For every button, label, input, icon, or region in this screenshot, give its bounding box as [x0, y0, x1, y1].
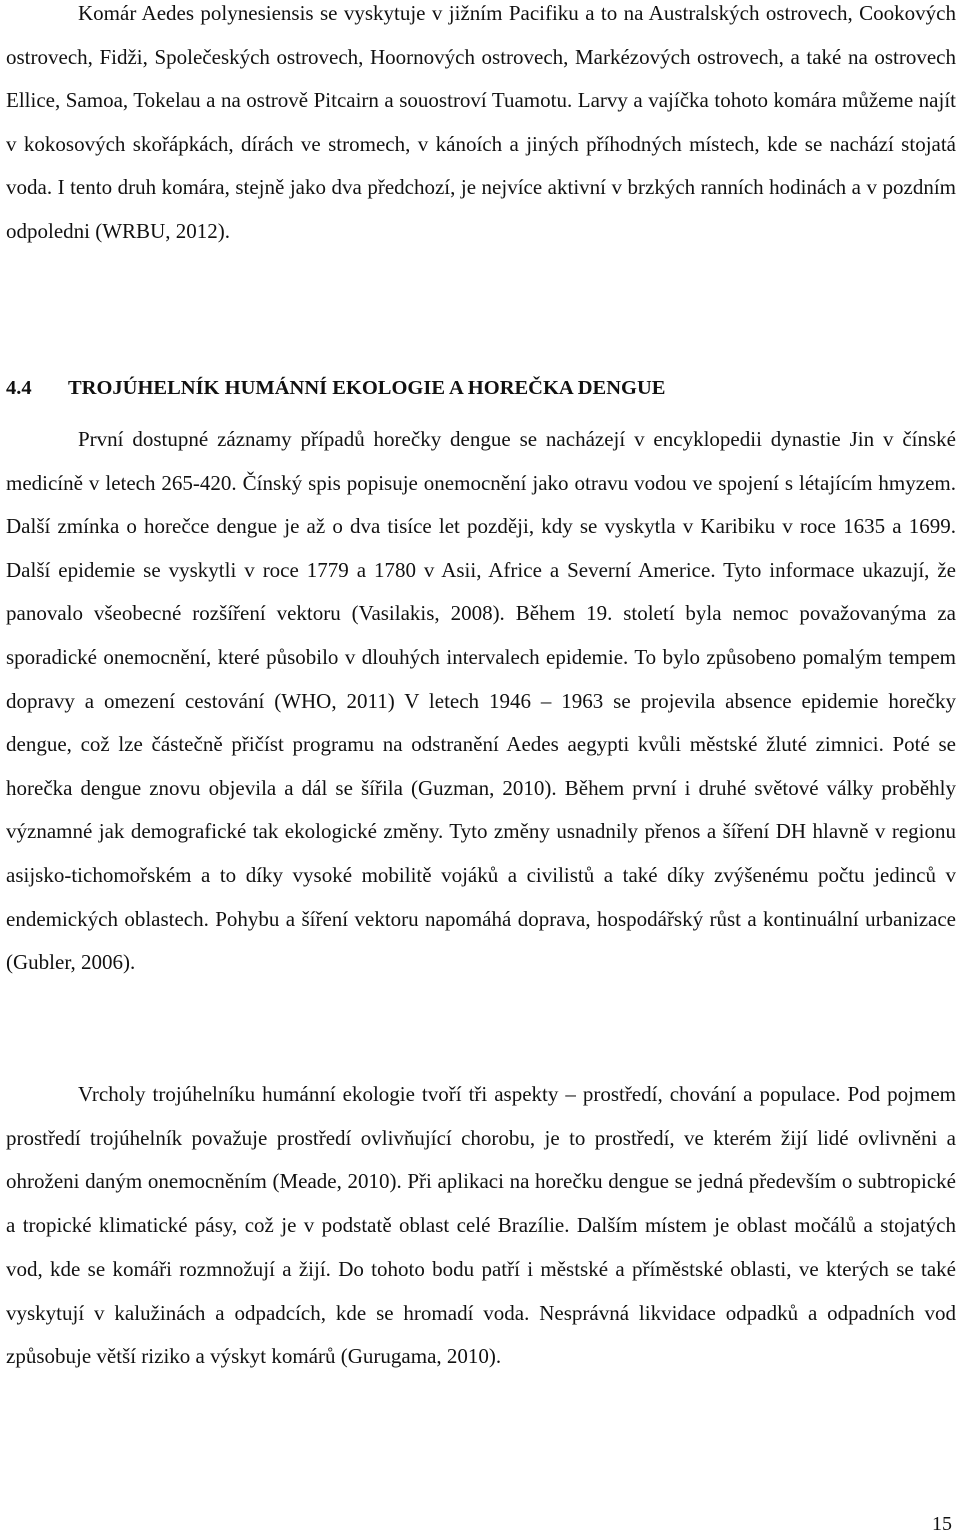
- section-title: TROJÚHELNÍK HUMÁNNÍ EKOLOGIE A HOREČKA DENGUE: [68, 377, 666, 399]
- page-number: 15: [932, 1513, 952, 1535]
- section-number: 4.4: [6, 377, 32, 399]
- paragraph-human-ecology-triangle: Vrcholy trojúhelníku humánní ekologie tvoří tři aspekty – prostředí, chování a populace. Pod pojmem prostředí trojúhelník považuje prostředí ovlivňující chorobu, je to prostředí, ve kterém žijí lidé ovlivněni a ohroženi daným onemocněním (Meade, 2010). Při aplikaci na horečku dengue se jedná především o subtropické a tropické klimatické pásy, což je v podstatě oblast celé Brazílie. Dalším místem je oblast močálů a stojatých vod, kde se komáři rozmnožují a žijí. Do tohoto bodu patří i městské a příměstské oblasti, ve kterých se také vyskytují v kalužinách a odpadcích, kde se hromadí voda. Nesprávná likvidace odpadků a odpadních vod způsobuje větší riziko a výskyt komárů (Gurugama, 2010).: [6, 1082, 956, 1369]
- paragraph-aedes-polynesiensis: Komár Aedes polynesiensis se vyskytuje v jižním Pacifiku a to na Australských ostrovech, Cookových ostrovech, Fidži, Společeských ostrovech, Hoornových ostrovech, Markézových ostrovech, a také na ostrovech Ellice, Samoa, Tokelau a na ostrově Pitcairn a souostroví Tuamotu. Larvy a vajíčka tohoto komára můžeme najít v kokosových skořápkách, dírách ve stromech, v kánoích a jiných příhodných místech, kde se nachází stojatá voda. I tento druh komára, stejně jako dva předchozí, je nejvíce aktivní v brzkých ranních hodinách a v pozdním odpoledni (WRBU, 2012).: [6, 1, 956, 243]
- paragraph-dengue-history: První dostupné záznamy případů horečky dengue se nacházejí v encyklopedii dynastie Jin v čínské medicíně v letech 265-420. Čínský spis popisuje onemocnění jako otravu vodou ve spojení s létajícím hmyzem. Další zmínka o horečce dengue je až o dva tisíce let později, kdy se vyskytla v Karibiku v roce 1635 a 1699. Další epidemie se vyskytli v roce 1779 a 1780 v Asii, Africe a Severní Americe. Tyto informace ukazují, že panovalo všeobecné rozšíření vektoru (Vasilakis, 2008). Během 19. století byla nemoc považovanýma za sporadické onemocnění, které působilo v dlouhých intervalech epidemie. To bylo způsobeno pomalým tempem dopravy a omezení cestování (WHO, 2011) V letech 1946 – 1963 se projevila absence epidemie horečky dengue, což lze částečně přičíst programu na odstranění Aedes aegypti kvůli městské žluté zimnici. Poté se horečka dengue znovu objevila a dál se šířila (Guzman, 2010). Během první i druhé světové války proběhly významné jak demografické tak ekologické změny. Tyto změny usnadnily přenos a šíření DH hlavně v regionu asijsko-tichomořském a to díky vysoké mobilitě vojáků a civilistů a také díky zvýšenému počtu jedinců v endemických oblastech. Pohybu a šíření vektoru napomáhá doprava, hospodářský růst a kontinuální urbanizace (Gubler, 2006).: [6, 427, 956, 975]
- section-heading: [6, 368, 956, 408]
